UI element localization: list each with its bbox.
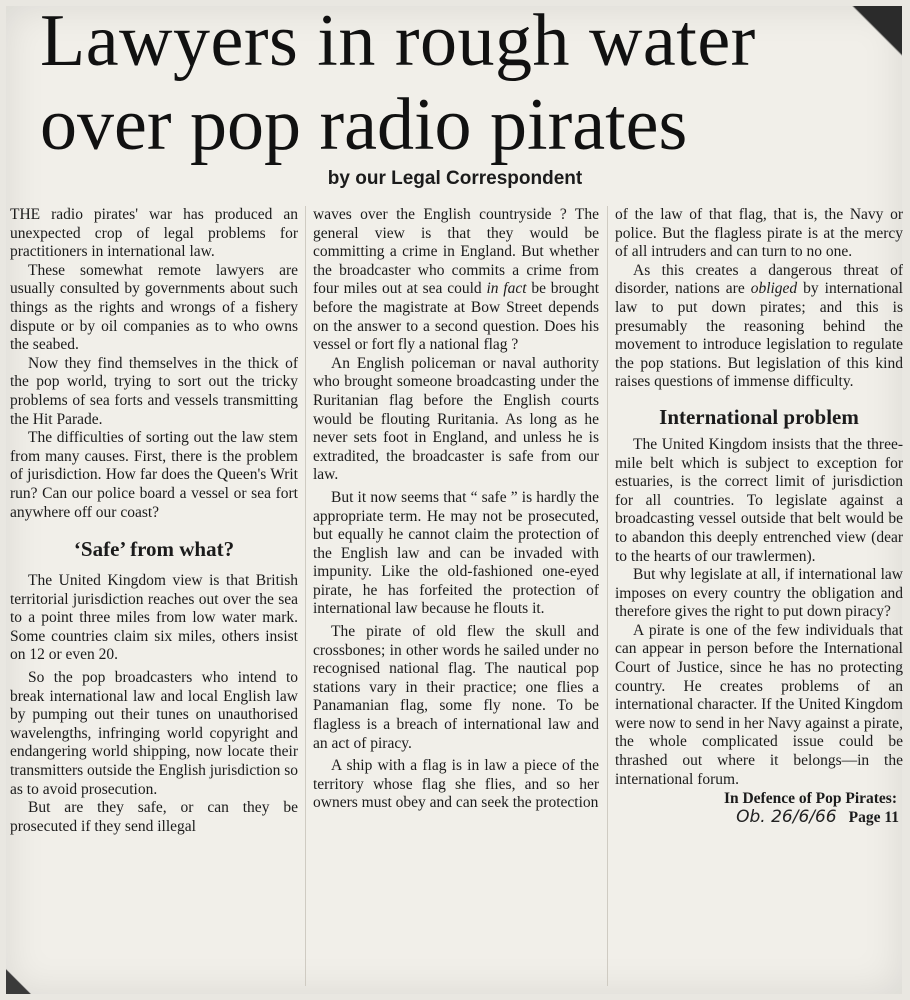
paragraph: As this creates a dangerous threat of disorder, nations are obliged by international law to put down pirates; and this is presumably the reasoning behind the movement to introduce legislation to regulate the pop stations. But legislation of this kind raises questions of immense difficulty. — [615, 261, 903, 391]
continued-page-row — [615, 808, 903, 828]
paragraph: The pirate of old flew the skull and crossbones; in other words he sailed under no recognised national flag. The nautical pop stations vary in their practice; one flies a Panamanian flag, some fly none. To be flagless is a breach of international law and an act of piracy. — [313, 623, 599, 752]
column-divider — [305, 206, 306, 986]
headline-line-2: over pop radio pirates — [40, 84, 688, 166]
paragraph: An English policeman or naval authority who brought someone broadcasting under the Ruritanian flag before the English courts would be flouting Ruritania. As long as he never sets foot in England, and unless he is extradited, the broadcaster is safe from our law. — [313, 354, 599, 484]
paragraph: The United Kingdom insists that the three-mile belt which is subject to exception for estuaries, is the correct limit of jurisdiction for all countries. To legislate against a broadcasting vessel outside that belt would be to abandon this deeply entrenched view (dear to the hearts of our trawlermen). — [615, 435, 903, 565]
paragraph: THE radio pirates' war has produced an unexpected crop of legal problems for practitioners in international law. — [10, 206, 298, 261]
continued-reference: In Defence of Pop Pirates: — [723, 790, 897, 808]
headline-line-1: Lawyers in rough water — [40, 0, 756, 82]
lead-word: THE — [10, 206, 41, 223]
paragraph: The difficulties of sorting out the law stem from many causes. First, there is the problem of jurisdiction. How far does the Queen's Writ run? Can our police board a vessel or sea fort anywhere off our coast? — [10, 429, 298, 521]
paragraph: of the law of that flag, that is, the Navy or police. But the flagless pirate is at the mercy of all intruders and can turn to no one. — [615, 206, 903, 261]
paragraph: A ship with a flag is in law a piece of the territory whose flag she flies, and so her owners must obey and can seek the protection — [313, 757, 599, 812]
subheading-international: International problem — [659, 404, 859, 429]
paragraph: The United Kingdom view is that British territorial jurisdiction reaches out over the sea to a point three miles from low water mark. Some countries claim six miles, others insist on 12 or even 20. — [10, 572, 298, 664]
paragraph: waves over the English countryside ? The general view is that they would be committing a crime in England. But whether the broadcaster who commits a crime from four miles out at sea could in fact be brought before the magistrate at Bow Street depends on the answer to a second question. Does his vessel or fort fly a national flag ? — [313, 206, 599, 354]
subheading-safe: ‘Safe’ from what? — [73, 537, 235, 562]
paragraph: But it now seems that “ safe ” is hardly the appropriate term. He may not be prosecuted, but equally he cannot claim the protection of the English law and can be invaded with impunity. Like the old-fashioned one-eyed pirate, he has forfeited the protection of international law because he flouts it. — [313, 488, 599, 618]
paragraph: But why legislate at all, if international law imposes on every country the obligation and therefore gives the right to put down piracy? — [615, 566, 903, 621]
handwritten-date-note: Ob. 26/6/66 — [736, 807, 837, 828]
paragraph: So the pop broadcasters who intend to break international law and local English law by pumping out their tunes on unauthorised wavelengths, infringing world copyright and endangering world shipping, now locate their transmitters outside the English jurisdiction so as to avoid prosecution. — [10, 669, 298, 798]
paragraph: These somewhat remote lawyers are usually consulted by governments about such things as the rights and wrongs of a fishery dispute or by oil companies as to who owns the seabed. — [10, 261, 298, 354]
paragraph: But are they safe, or can they be prosecuted if they send illegal — [10, 799, 298, 835]
paragraph: Now they find themselves in the thick of the pop world, trying to sort out the tricky problems of sea forts and vessels transmitting the Hit Parade. — [10, 354, 298, 428]
article-column-2 — [313, 206, 599, 994]
article-column-1 — [10, 206, 298, 994]
paragraph: A pirate is one of the few individuals that can appear in person before the International Court of Justice, since he has no protecting country. He creates problems of an international character. If the United Kingdom were now to send in her Navy against a pirate, the whole complicated issue could be thrashed out where it belongs—in the international forum. — [615, 621, 903, 788]
article-column-3 — [615, 206, 903, 994]
byline: by our Legal Correspondent — [327, 168, 583, 189]
column-divider — [607, 206, 608, 986]
continued-page: Page 11 — [848, 809, 899, 827]
